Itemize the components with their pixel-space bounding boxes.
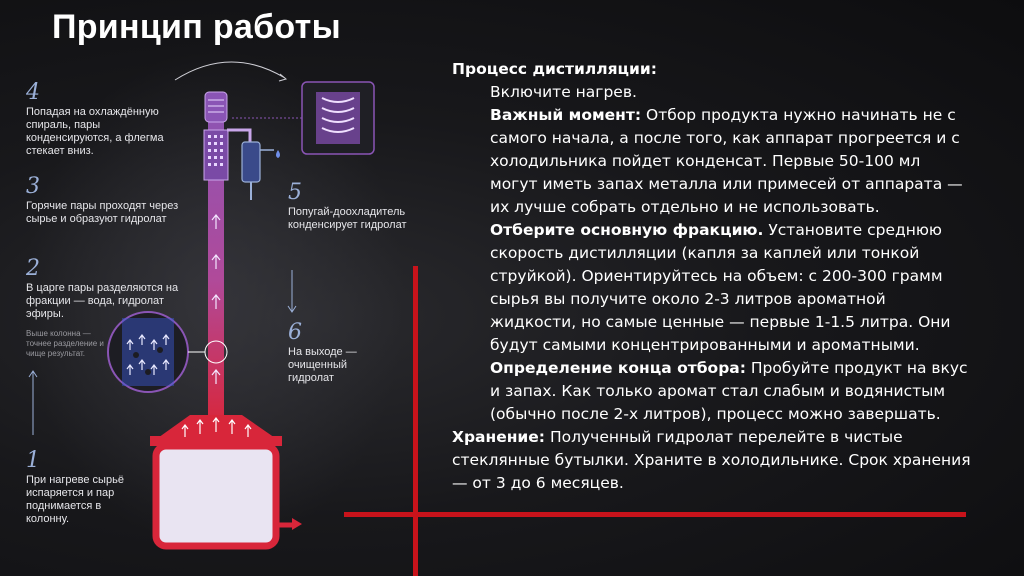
- storage-paragraph: Хранение: Полученный гидролат перелейте в чистые стеклянные бутылки. Храните в холодильнике. Срок хранения — от 3 до 6 месяцев.: [452, 428, 971, 492]
- boiler-body: [156, 446, 276, 546]
- step-2-note: Выше колонна — точнее разделение и чище результат.: [26, 329, 104, 358]
- end-of-collection-paragraph: Определение конца отбора: Пробуйте продукт на вкус и запах. Как только аромат стал слабым и водянистым (обычно после 2-х литров), процесс можно завершать.: [490, 359, 968, 423]
- instructions-text: [452, 58, 972, 495]
- red-horizontal-line: [344, 512, 966, 517]
- parrot-cooler: [242, 142, 260, 182]
- process-step-1: Включите нагрев.: [490, 83, 637, 101]
- step-3: 3 Горячие пары проходят через сырье и образуют гидролат: [26, 174, 179, 225]
- main-fraction-paragraph: Отберите основную фракцию. Установите среднюю скорость дистилляции (капля за каплей или тонкой струйкой). Ориентируйтесь на объем: с 200-300 грамм сырья вы получите около 2-3 литров ароматной жидкости, но самые ценные — первые 1-1.5 литра. Они будут самыми концентрированными и ароматными.: [490, 221, 951, 354]
- step-5: 5 Попугай-доохладитель конденсирует гидролат: [288, 180, 407, 231]
- red-vertical-line: [413, 266, 418, 576]
- step-4: 4 Попадая на охлаждённую спираль, пары конденсируются, а флегма стекает вниз.: [26, 80, 164, 157]
- step-1: 1 При нагреве сырьё испаряется и пар поднимается в колонну.: [26, 448, 124, 525]
- process-heading: Процесс дистилляции:: [452, 60, 657, 78]
- page-title: Принцип работы: [52, 8, 341, 46]
- step-2: 2 В царге пары разделяются на фракции — вода, гидролат эфиры. Выше колонна — точнее разделение и чище результат.: [26, 256, 179, 358]
- coil-head: [205, 92, 227, 122]
- important-paragraph: Важный момент: Отбор продукта нужно начинать не с самого начала, а после того, как аппарат прогреется и с холодильника пойдет конденсат. Первые 50-100 мл могут иметь запах металла или примесей от аппарата — их лучше собрать отдельно и не использовать.: [490, 106, 963, 216]
- step-6: 6 На выходе — очищенный гидролат: [288, 320, 357, 384]
